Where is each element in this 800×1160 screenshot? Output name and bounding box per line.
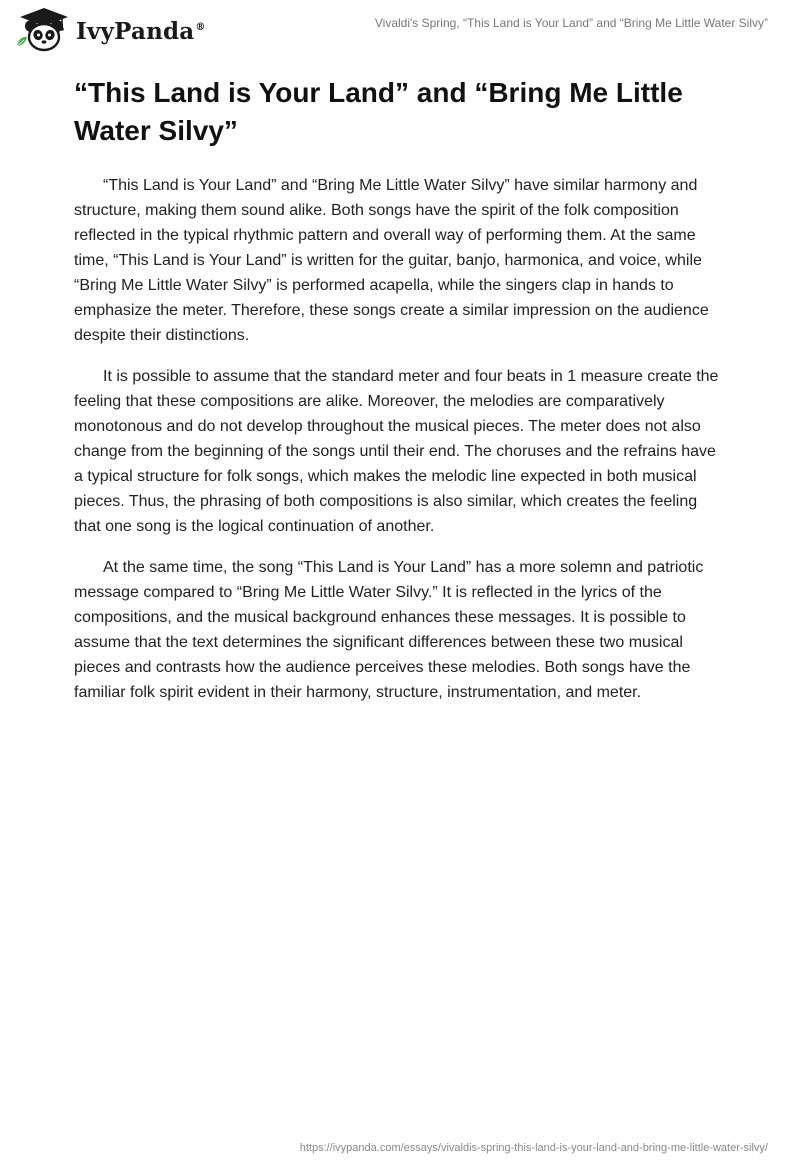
body-paragraph: “This Land is Your Land” and “Bring Me Little Water Silvy” have similar harmony and structure, making them sound alike. Both songs have the spirit of the folk composition reflected in the typical rhythmic pattern and overall way of performing them. At the same time, “This Land is Your Land” is written for the guitar, banjo, harmonica, and voice, while “Bring Me Little Water Silvy” is performed acapella, while the singers clap in hands to emphasize the meter. Therefore, these songs create a similar impression on the audience despite their distinctions.	[74, 177, 709, 344]
essay-title: “This Land is Your Land” and “Bring Me Little Water Silvy”	[74, 77, 683, 146]
body-paragraph: At the same time, the song “This Land is Your Land” has a more solemn and patriotic message compared to “Bring Me Little Water Silvy.” It is reflected in the lyrics of the compositions, and the musical background enhances these messages. It is possible to assume that the text determines the significant differences between these two musical pieces and contrasts how the audience perceives these melodies. Both songs have the familiar folk spirit evident in their harmony, structure, instrumentation, and meter.	[74, 559, 704, 701]
essay-body	[74, 173, 726, 721]
panda-graduate-icon	[14, 6, 74, 54]
source-url-link[interactable]: https://ivypanda.com/essays/vivaldis-spring-this-land-is-your-land-and-bring-me-little-water-silvy/	[299, 1142, 768, 1154]
logo-wordmark: IvyPanda®	[76, 17, 206, 45]
page-header	[0, 0, 800, 60]
running-title: Vivaldi's Spring, “This Land is Your Land” and “Bring Me Little Water Silvy”	[374, 16, 768, 30]
ivypanda-logo[interactable]	[14, 6, 206, 54]
registered-mark: ®	[195, 21, 206, 33]
body-paragraph: It is possible to assume that the standard meter and four beats in 1 measure create the feeling that these compositions are alike. Moreover, the melodies are comparatively monotonous and do not develop throughout the musical pieces. The meter does not also change from the beginning of the songs until their end. The choruses and the refrains have a typical structure for folk songs, which makes the melodic line expected in both musical pieces. Thus, the phrasing of both compositions is also similar, which creates the feeling that one song is the logical continuation of another.	[74, 368, 719, 535]
